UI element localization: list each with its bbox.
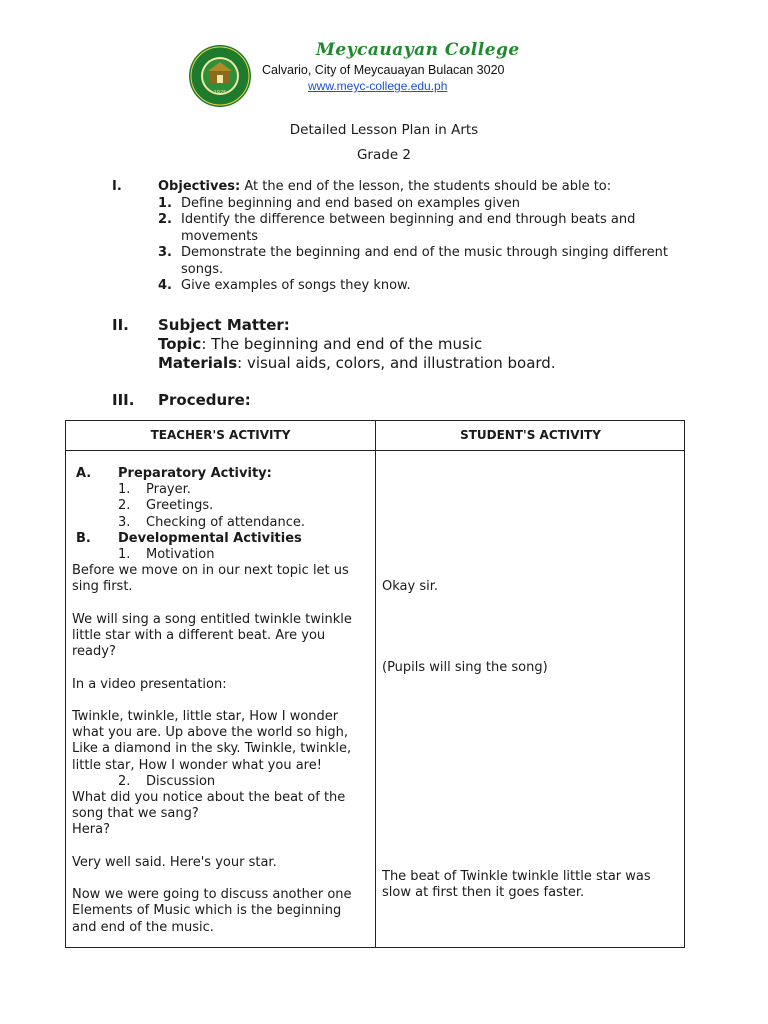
table-divider bbox=[375, 421, 376, 947]
grade-level: Grade 2 bbox=[356, 147, 412, 163]
college-seal-icon bbox=[188, 44, 252, 108]
teacher-line: Hera? bbox=[72, 822, 110, 838]
objective-item: 2. Identify the difference between beginning and end through beats and movements bbox=[158, 212, 636, 244]
teacher-line: Very well said. Here's your star. bbox=[72, 854, 277, 870]
college-website-link[interactable]: www.meyc-college.edu.ph bbox=[308, 79, 448, 93]
teacher-line: What did you notice about the beat of the song that we sang? bbox=[72, 790, 346, 822]
student-response: (Pupils will sing the song) bbox=[382, 660, 548, 675]
teacher-line: In a video presentation: bbox=[72, 676, 227, 692]
procedure-numeral: III. bbox=[112, 391, 135, 409]
objectives-section bbox=[158, 179, 698, 295]
list-item: 2. Greetings. bbox=[118, 498, 214, 514]
materials-label: Materials bbox=[158, 354, 238, 372]
teacher-activity-cell bbox=[72, 466, 368, 936]
song-lyrics: Twinkle, twinkle, little star, How I wonder what you are. Up above the world so high, Like a diamond in the sky. Twinkle, twinkle, little star, How I wonder what you are! bbox=[72, 709, 352, 773]
developmental-activities-heading: B. Developmental Activities bbox=[76, 530, 302, 546]
activity-table bbox=[65, 420, 685, 948]
topic-value: : The beginning and end of the music bbox=[201, 335, 483, 353]
list-item: 1. Prayer. bbox=[118, 482, 191, 498]
teacher-line: Before we move on in our next topic let us sing first. bbox=[72, 563, 349, 595]
objectives-label: Objectives: bbox=[158, 179, 241, 194]
teacher-line: Now we were going to discuss another one Elements of Music which is the beginning and end of the music. bbox=[72, 887, 352, 935]
college-name: Meycauayan College bbox=[316, 40, 520, 60]
subject-matter-numeral: II. bbox=[112, 316, 129, 334]
objectives-list bbox=[158, 196, 698, 295]
topic-label: Topic bbox=[158, 335, 202, 353]
objectives-intro: At the end of the lesson, the students should be able to: bbox=[240, 179, 612, 194]
objective-item: 1. Define beginning and end based on examples given bbox=[158, 195, 520, 211]
teacher-activity-header: TEACHER'S ACTIVITY bbox=[150, 428, 291, 442]
student-response: Okay sir. bbox=[382, 579, 438, 594]
college-address: Calvario, City of Meycauayan Bulacan 3020 bbox=[262, 63, 505, 77]
list-item: 3. Checking of attendance. bbox=[118, 514, 306, 530]
lesson-plan-title: Detailed Lesson Plan in Arts bbox=[289, 122, 479, 138]
student-response: The beat of Twinkle twinkle little star was slow at first then it goes faster. bbox=[382, 869, 651, 901]
list-item: 1. Motivation bbox=[118, 547, 215, 563]
college-header bbox=[0, 38, 768, 108]
subject-matter-label: Subject Matter bbox=[158, 316, 284, 334]
preparatory-activity-heading: A. Preparatory Activity: bbox=[76, 466, 272, 481]
objective-item: 4. Give examples of songs they know. bbox=[158, 278, 411, 293]
student-activity-header: STUDENT'S ACTIVITY bbox=[460, 428, 601, 442]
materials-value: : visual aids, colors, and illustration board. bbox=[237, 354, 556, 372]
subject-matter-section: Subject Matter: Topic: The beginning and end of the music Materials: visual aids, colors, and illustration board. bbox=[158, 316, 556, 372]
teacher-line: We will sing a song entitled twinkle twinkle little star with a different beat. Are you ready? bbox=[72, 611, 352, 660]
list-item: 2. Discussion bbox=[118, 773, 216, 789]
objective-item: 3. Demonstrate the beginning and end of the music through singing different songs. bbox=[158, 245, 669, 277]
procedure-label: Procedure: bbox=[158, 391, 251, 409]
table-header-divider bbox=[66, 450, 684, 451]
svg-text:1925: 1925 bbox=[213, 90, 227, 96]
objectives-numeral: I. bbox=[112, 179, 122, 194]
